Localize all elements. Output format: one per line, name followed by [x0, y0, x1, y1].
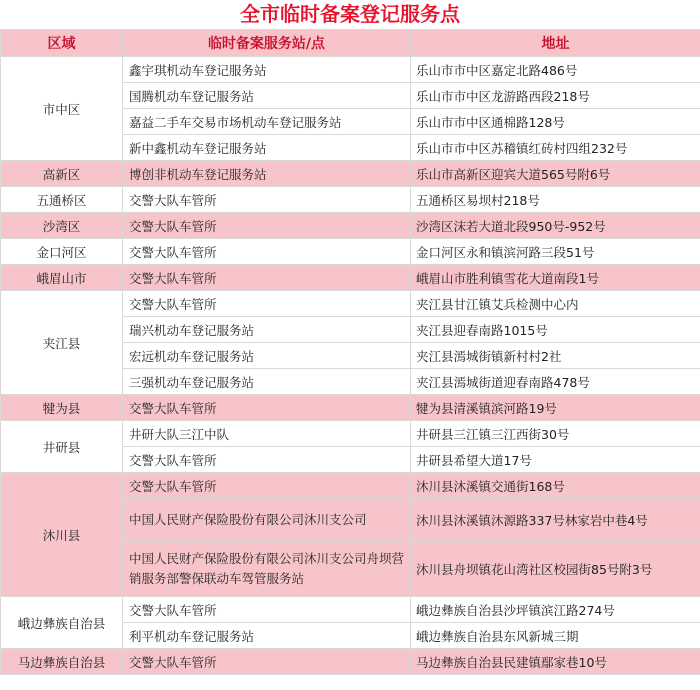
- district-cell: 犍为县: [1, 395, 123, 421]
- station-cell: 交警大队车管所: [123, 291, 411, 317]
- station-cell: 井研大队三江中队: [123, 421, 411, 447]
- station-cell: 交警大队车管所: [123, 187, 411, 213]
- district-cell: 市中区: [1, 57, 123, 161]
- station-cell: 交警大队车管所: [123, 265, 411, 291]
- table-row: [1, 265, 700, 291]
- table-row: [1, 395, 700, 421]
- address-cell: 峨眉山市胜利镇雪花大道南段1号: [411, 265, 700, 291]
- station-cell: 中国人民财产保险股份有限公司沐川支公司舟坝营销服务部警保联动车驾管服务站: [123, 541, 411, 597]
- address-cell: 乐山市市中区通棉路128号: [411, 109, 700, 135]
- address-cell: 沙湾区沫若大道北段950号-952号: [411, 213, 700, 239]
- address-cell: 夹江县漹城街镇新村村2社: [411, 343, 700, 369]
- station-cell: 三强机动车登记服务站: [123, 369, 411, 395]
- station-cell: 交警大队车管所: [123, 649, 411, 675]
- address-cell: 乐山市高新区迎宾大道565号附6号: [411, 161, 700, 187]
- page-title: 全市临时备案登记服务点: [240, 2, 460, 26]
- address-cell: 沐川县沐溪镇交通街168号: [411, 473, 700, 499]
- address-cell: 夹江县漹城街道迎春南路478号: [411, 369, 700, 395]
- district-cell: 夹江县: [1, 291, 123, 395]
- table-row: [1, 291, 700, 317]
- district-cell: 五通桥区: [1, 187, 123, 213]
- station-cell: 瑞兴机动车登记服务站: [123, 317, 411, 343]
- address-cell: 井研县希望大道17号: [411, 447, 700, 473]
- table-row: [1, 187, 700, 213]
- station-cell: 中国人民财产保险股份有限公司沐川支公司: [123, 499, 411, 541]
- table-row: [1, 421, 700, 447]
- address-cell: 峨边彝族自治县东风新城三期: [411, 623, 700, 649]
- district-cell: 井研县: [1, 421, 123, 473]
- station-cell: 交警大队车管所: [123, 473, 411, 499]
- table-row: [1, 597, 700, 623]
- station-cell: 利平机动车登记服务站: [123, 623, 411, 649]
- address-cell: 乐山市市中区苏稽镇红砖村四组232号: [411, 135, 700, 161]
- address-cell: 金口河区永和镇滨河路三段51号: [411, 239, 700, 265]
- address-cell: 沐川县舟坝镇花山湾社区校园街85号附3号: [411, 541, 700, 597]
- table-row: [1, 239, 700, 265]
- table-row: [1, 57, 700, 83]
- table-row: [1, 473, 700, 499]
- station-cell: 博创非机动车登记服务站: [123, 161, 411, 187]
- header-address: 地址: [411, 30, 700, 57]
- station-cell: 交警大队车管所: [123, 597, 411, 623]
- district-cell: 马边彝族自治县: [1, 649, 123, 675]
- address-cell: 犍为县清溪镇滨河路19号: [411, 395, 700, 421]
- station-cell: 交警大队车管所: [123, 213, 411, 239]
- station-cell: 新中鑫机动车登记服务站: [123, 135, 411, 161]
- district-cell: 峨眉山市: [1, 265, 123, 291]
- table-body: [1, 57, 700, 675]
- table-row: [1, 649, 700, 675]
- station-cell: 交警大队车管所: [123, 395, 411, 421]
- district-cell: 峨边彝族自治县: [1, 597, 123, 649]
- address-cell: 五通桥区易坝村218号: [411, 187, 700, 213]
- service-points-table: [0, 29, 700, 675]
- address-cell: 沐川县沐溪镇沐源路337号林家岩中巷4号: [411, 499, 700, 541]
- header-district: 区域: [1, 30, 123, 57]
- district-cell: 沙湾区: [1, 213, 123, 239]
- address-cell: 马边彝族自治县民建镇鄢家巷10号: [411, 649, 700, 675]
- station-cell: 交警大队车管所: [123, 447, 411, 473]
- station-cell: 鑫宇琪机动车登记服务站: [123, 57, 411, 83]
- station-cell: 国腾机动车登记服务站: [123, 83, 411, 109]
- table-header-row: [1, 30, 700, 57]
- district-cell: 金口河区: [1, 239, 123, 265]
- station-cell: 宏远机动车登记服务站: [123, 343, 411, 369]
- district-cell: 高新区: [1, 161, 123, 187]
- address-cell: 井研县三江镇三江西街30号: [411, 421, 700, 447]
- district-cell: 沐川县: [1, 473, 123, 597]
- address-cell: 乐山市市中区嘉定北路486号: [411, 57, 700, 83]
- address-cell: 夹江县甘江镇艾兵检测中心内: [411, 291, 700, 317]
- address-cell: 夹江县迎春南路1015号: [411, 317, 700, 343]
- address-cell: 峨边彝族自治县沙坪镇滨江路274号: [411, 597, 700, 623]
- header-station: 临时备案服务站/点: [123, 30, 411, 57]
- address-cell: 乐山市市中区龙游路西段218号: [411, 83, 700, 109]
- station-cell: 交警大队车管所: [123, 239, 411, 265]
- table-row: [1, 213, 700, 239]
- station-cell: 嘉益二手车交易市场机动车登记服务站: [123, 109, 411, 135]
- table-row: [1, 161, 700, 187]
